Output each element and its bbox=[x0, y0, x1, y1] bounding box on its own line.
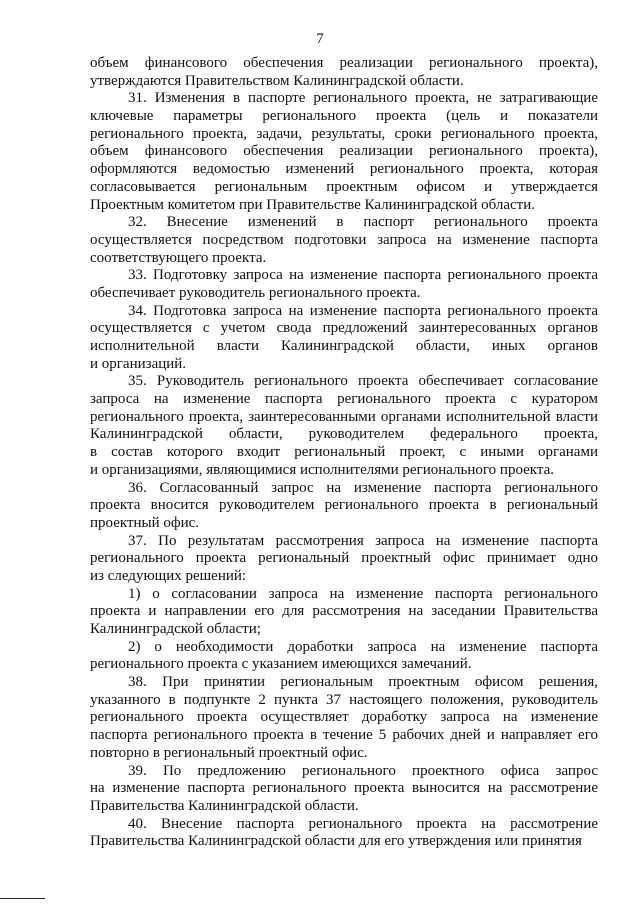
paragraph bbox=[90, 674, 598, 762]
text-line: 37. По результатам рассмотрения запроса на изменение паспорта bbox=[128, 532, 598, 549]
text-line: 32. Внесение изменений в паспорт регионального проекта bbox=[128, 214, 598, 231]
paragraph bbox=[90, 480, 598, 533]
text-line: и организациями, являющимися исполнителями регионального проекта. bbox=[90, 461, 555, 478]
text-line: проекта и направлении его для рассмотрения на заседании Правительства bbox=[90, 603, 598, 620]
paragraph bbox=[90, 586, 598, 639]
text-line: 33. Подготовку запроса на изменение паспорта регионального проекта bbox=[128, 267, 598, 284]
text-line: 39. По предложению регионального проектного офиса запрос bbox=[128, 762, 598, 779]
text-line: регионального проекта с указанием имеющихся замечаний. bbox=[90, 656, 472, 673]
text-line: объем финансового обеспечения реализации регионального проекта), bbox=[90, 143, 598, 160]
text-line: обеспечивает руководитель регионального проекта. bbox=[90, 284, 421, 301]
text-line: 31. Изменения в паспорте регионального проекта, не затрагивающие bbox=[128, 90, 598, 107]
text-line: 2) о необходимости доработки запроса на изменение паспорта bbox=[128, 638, 598, 655]
footnote-separator bbox=[0, 898, 45, 899]
page-number: 7 bbox=[316, 31, 324, 47]
text-line: 34. Подготовка запроса на изменение паспорта регионального проекта bbox=[128, 302, 598, 319]
paragraph bbox=[90, 303, 598, 374]
paragraph bbox=[90, 763, 598, 816]
text-line: утверждаются Правительством Калининградской области. bbox=[90, 72, 464, 89]
paragraph bbox=[90, 267, 598, 302]
text-line: из следующих решений: bbox=[90, 567, 247, 584]
text-line: оформляются ведомостью изменений регионального проекта, которая bbox=[90, 161, 598, 178]
text-line: проекта вносится руководителем регионального проекта в региональный bbox=[90, 497, 598, 514]
text-line: Правительства Калининградской области. bbox=[90, 797, 359, 814]
text-line: на изменение паспорта регионального проекта выносится на рассмотрение bbox=[90, 780, 598, 797]
paragraph bbox=[90, 90, 598, 214]
text-line: согласовывается региональным проектным офисом и утверждается bbox=[90, 178, 598, 195]
paragraph bbox=[90, 639, 598, 674]
text-line: исполнительной власти Калининградской области, иных органов bbox=[90, 338, 598, 354]
text-line: ключевые параметры регионального проекта (цель и показатели bbox=[90, 108, 598, 125]
text-line: Проектным комитетом при Правительстве Калининградской области. bbox=[90, 196, 535, 213]
text-line: регионального проекта региональный проектный офис принимает одно bbox=[90, 550, 598, 567]
text-line: в состав которого входит региональный проект, с иными органами bbox=[90, 444, 598, 461]
paragraph bbox=[90, 214, 598, 267]
text-line: паспорта регионального проекта в течение 5 рабочих дней и направляет его bbox=[90, 727, 598, 744]
text-line: соответствующего проекта. bbox=[90, 249, 267, 266]
text-line: Калининградской области; bbox=[90, 621, 261, 637]
text-line: указанного в подпункте 2 пункта 37 настоящего положения, руководитель bbox=[90, 691, 598, 708]
text-line: 35. Руководитель регионального проекта обеспечивает согласование bbox=[128, 373, 598, 390]
text-line: запроса на изменение паспорта регионального проекта с куратором bbox=[90, 391, 598, 408]
text-line: осуществляется с учетом свода предложений заинтересованных органов bbox=[90, 320, 598, 337]
document-body bbox=[90, 55, 598, 851]
text-line: 40. Внесение паспорта регионального проекта на рассмотрение bbox=[128, 815, 598, 832]
text-line: Правительства Калининградской области для его утверждения или принятия bbox=[90, 833, 582, 850]
paragraph bbox=[90, 816, 598, 851]
text-line: регионального проекта, заинтересованными органами исполнительной власти bbox=[90, 408, 598, 425]
text-line: Калининградской области, руководителем федерального проекта, bbox=[90, 426, 598, 443]
text-line: регионального проекта осуществляет доработку запроса на изменение bbox=[90, 709, 598, 726]
text-line: регионального проекта, задачи, результаты, сроки регионального проекта, bbox=[90, 125, 598, 142]
text-line: 38. При принятии региональным проектным офисом решения, bbox=[128, 674, 598, 691]
paragraph bbox=[90, 533, 598, 586]
text-line: осуществляется посредством подготовки запроса на изменение паспорта bbox=[90, 231, 598, 248]
paragraph bbox=[90, 55, 598, 90]
text-line: проектный офис. bbox=[90, 514, 200, 531]
text-line: объем финансового обеспечения реализации регионального проекта), bbox=[90, 55, 598, 71]
text-line: и организаций. bbox=[90, 355, 187, 372]
text-line: 36. Согласованный запрос на изменение паспорта регионального bbox=[128, 479, 598, 496]
text-line: 1) о согласовании запроса на изменение паспорта регионального bbox=[128, 585, 598, 602]
text-line: повторно в региональный проектный офис. bbox=[90, 744, 368, 761]
paragraph bbox=[90, 373, 598, 479]
